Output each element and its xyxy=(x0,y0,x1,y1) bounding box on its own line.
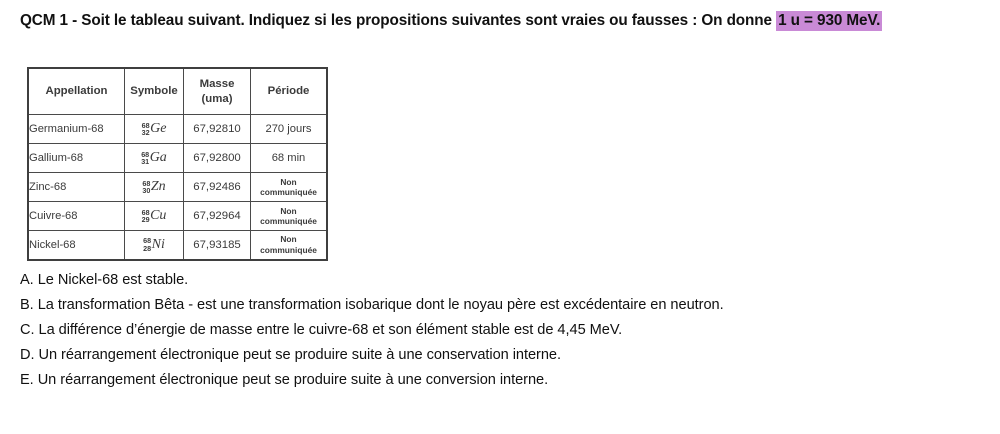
atomic-number: 29 xyxy=(141,215,150,225)
answer-options-list xyxy=(20,268,916,393)
table-header-row xyxy=(28,68,327,115)
cell-masse: 67,92800 xyxy=(184,144,251,173)
cell-symbole xyxy=(125,202,184,231)
column-header-appellation: Appellation xyxy=(28,68,125,115)
mass-number: 68 xyxy=(141,120,150,130)
table-body xyxy=(28,115,327,260)
cell-periode: 270 jours xyxy=(251,115,328,144)
table-row xyxy=(28,144,327,173)
mass-number: 68 xyxy=(141,207,150,217)
atomic-number: 31 xyxy=(141,157,150,167)
element-symbol: Zn xyxy=(150,178,166,194)
column-header-masse xyxy=(184,68,251,115)
cell-appellation: Zinc-68 xyxy=(28,173,125,202)
nuclide-notation xyxy=(142,179,165,195)
table-row xyxy=(28,173,327,202)
nuclide-indices xyxy=(142,209,150,224)
nuclide-notation xyxy=(143,237,165,253)
cell-periode-line1: Non xyxy=(280,234,297,245)
cell-periode xyxy=(251,231,328,260)
nuclide-table xyxy=(27,67,328,261)
atomic-number: 28 xyxy=(143,244,152,254)
nuclide-notation xyxy=(142,121,167,137)
cell-symbole xyxy=(125,115,184,144)
cell-appellation: Cuivre-68 xyxy=(28,202,125,231)
table-row xyxy=(28,115,327,144)
nuclide-indices xyxy=(141,151,149,166)
cell-periode-line2: communiquée xyxy=(260,187,317,197)
mass-number: 68 xyxy=(143,236,152,246)
cell-symbole xyxy=(125,231,184,260)
element-symbol: Cu xyxy=(150,207,167,223)
cell-periode xyxy=(251,173,328,202)
question-text: QCM 1 - Soit le tableau suivant. Indiquez si les propositions suivantes sont vraies ou fausses : On donne xyxy=(20,12,777,29)
table-row xyxy=(28,202,327,231)
atomic-number: 30 xyxy=(142,186,151,196)
column-header-periode: Période xyxy=(251,68,328,115)
cell-appellation: Nickel-68 xyxy=(28,231,125,260)
element-symbol: Ni xyxy=(151,236,165,252)
cell-symbole xyxy=(125,173,184,202)
nuclide-notation xyxy=(142,208,167,224)
cell-periode-line1: Non xyxy=(280,176,297,187)
table-header xyxy=(28,68,327,115)
column-header-symbole: Symbole xyxy=(125,68,184,115)
nuclide-indices xyxy=(142,122,150,137)
cell-periode-line1: Non xyxy=(280,205,297,216)
question-highlighted-value: 1 u = 930 MeV. xyxy=(778,12,881,29)
nuclide-notation xyxy=(141,150,167,166)
cell-symbole xyxy=(125,144,184,173)
table-row xyxy=(28,231,327,260)
answer-option-e: E. Un réarrangement électronique peut se produire suite à une conversion interne. xyxy=(20,372,549,388)
nuclide-indices xyxy=(143,237,151,252)
atomic-number: 32 xyxy=(141,128,150,138)
question-statement xyxy=(20,8,922,33)
nuclide-indices xyxy=(142,180,150,195)
cell-masse: 67,92486 xyxy=(184,173,251,202)
column-header-masse-line2: (uma) xyxy=(201,92,233,105)
cell-periode xyxy=(251,202,328,231)
cell-masse: 67,92810 xyxy=(184,115,251,144)
element-symbol: Ga xyxy=(149,149,167,165)
cell-appellation: Gallium-68 xyxy=(28,144,125,173)
cell-masse: 67,93185 xyxy=(184,231,251,260)
answer-option-d: D. Un réarrangement électronique peut se produire suite à une conservation interne. xyxy=(20,347,562,363)
answer-option-c: C. La différence d’énergie de masse entre le cuivre-68 et son élément stable est de 4,45 MeV. xyxy=(20,322,623,338)
answer-option-a: A. Le Nickel-68 est stable. xyxy=(20,272,189,288)
mass-number: 68 xyxy=(141,149,150,159)
mass-number: 68 xyxy=(142,178,151,188)
cell-periode-line2: communiquée xyxy=(260,244,317,255)
answer-option-b: B. La transformation Bêta - est une transformation isobarique dont le noyau père est excédentaire en neutron. xyxy=(20,297,724,313)
cell-appellation: Germanium-68 xyxy=(28,115,125,144)
column-header-masse-line1: Masse xyxy=(199,77,235,90)
cell-periode-line2: communiquée xyxy=(260,216,317,226)
element-symbol: Ge xyxy=(150,120,167,136)
cell-masse: 67,92964 xyxy=(184,202,251,231)
cell-periode: 68 min xyxy=(251,144,328,173)
